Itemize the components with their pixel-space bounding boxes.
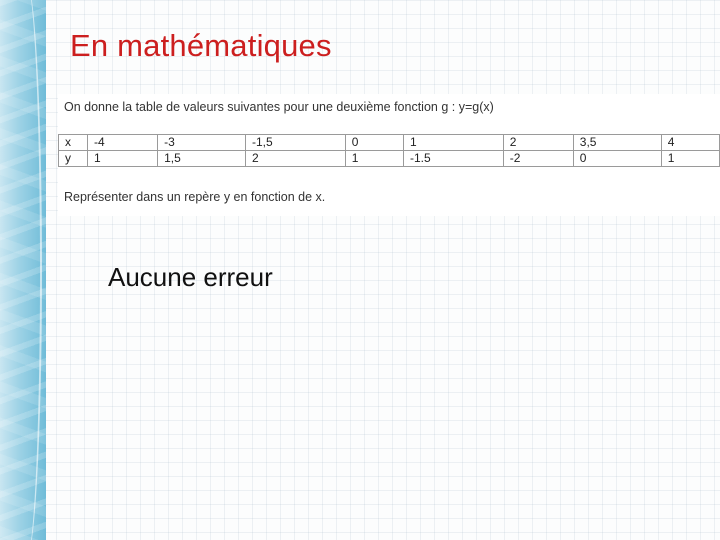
table-cell: 0: [573, 151, 661, 167]
table-cell: 0: [345, 135, 403, 151]
row-header-y: y: [59, 151, 88, 167]
exercise-image: [58, 94, 720, 216]
values-table: [58, 134, 720, 167]
table-cell: -1.5: [403, 151, 503, 167]
table-cell: 1: [403, 135, 503, 151]
table-cell: 1: [88, 151, 158, 167]
table-cell: -4: [88, 135, 158, 151]
table-cell: -3: [158, 135, 246, 151]
row-header-x: x: [59, 135, 88, 151]
table-cell: 2: [245, 151, 345, 167]
sidebar-curve: [10, 0, 42, 540]
table-row-y: [59, 151, 720, 167]
exercise-intro: On donne la table de valeurs suivantes pour une deuxième fonction g : y=g(x): [64, 100, 494, 114]
exercise-instruction: Représenter dans un repère y en fonction de x.: [64, 190, 326, 204]
table-cell: 1,5: [158, 151, 246, 167]
table-cell: -1,5: [245, 135, 345, 151]
table-cell: 1: [661, 151, 719, 167]
table-cell: 4: [661, 135, 719, 151]
table-cell: -2: [503, 151, 573, 167]
table-row-x: [59, 135, 720, 151]
slide-title: En mathématiques: [70, 28, 332, 63]
table-cell: 2: [503, 135, 573, 151]
table-cell: 1: [345, 151, 403, 167]
table-cell: 3,5: [573, 135, 661, 151]
decorative-sidebar: [0, 0, 46, 540]
result-message: Aucune erreur: [108, 262, 273, 292]
